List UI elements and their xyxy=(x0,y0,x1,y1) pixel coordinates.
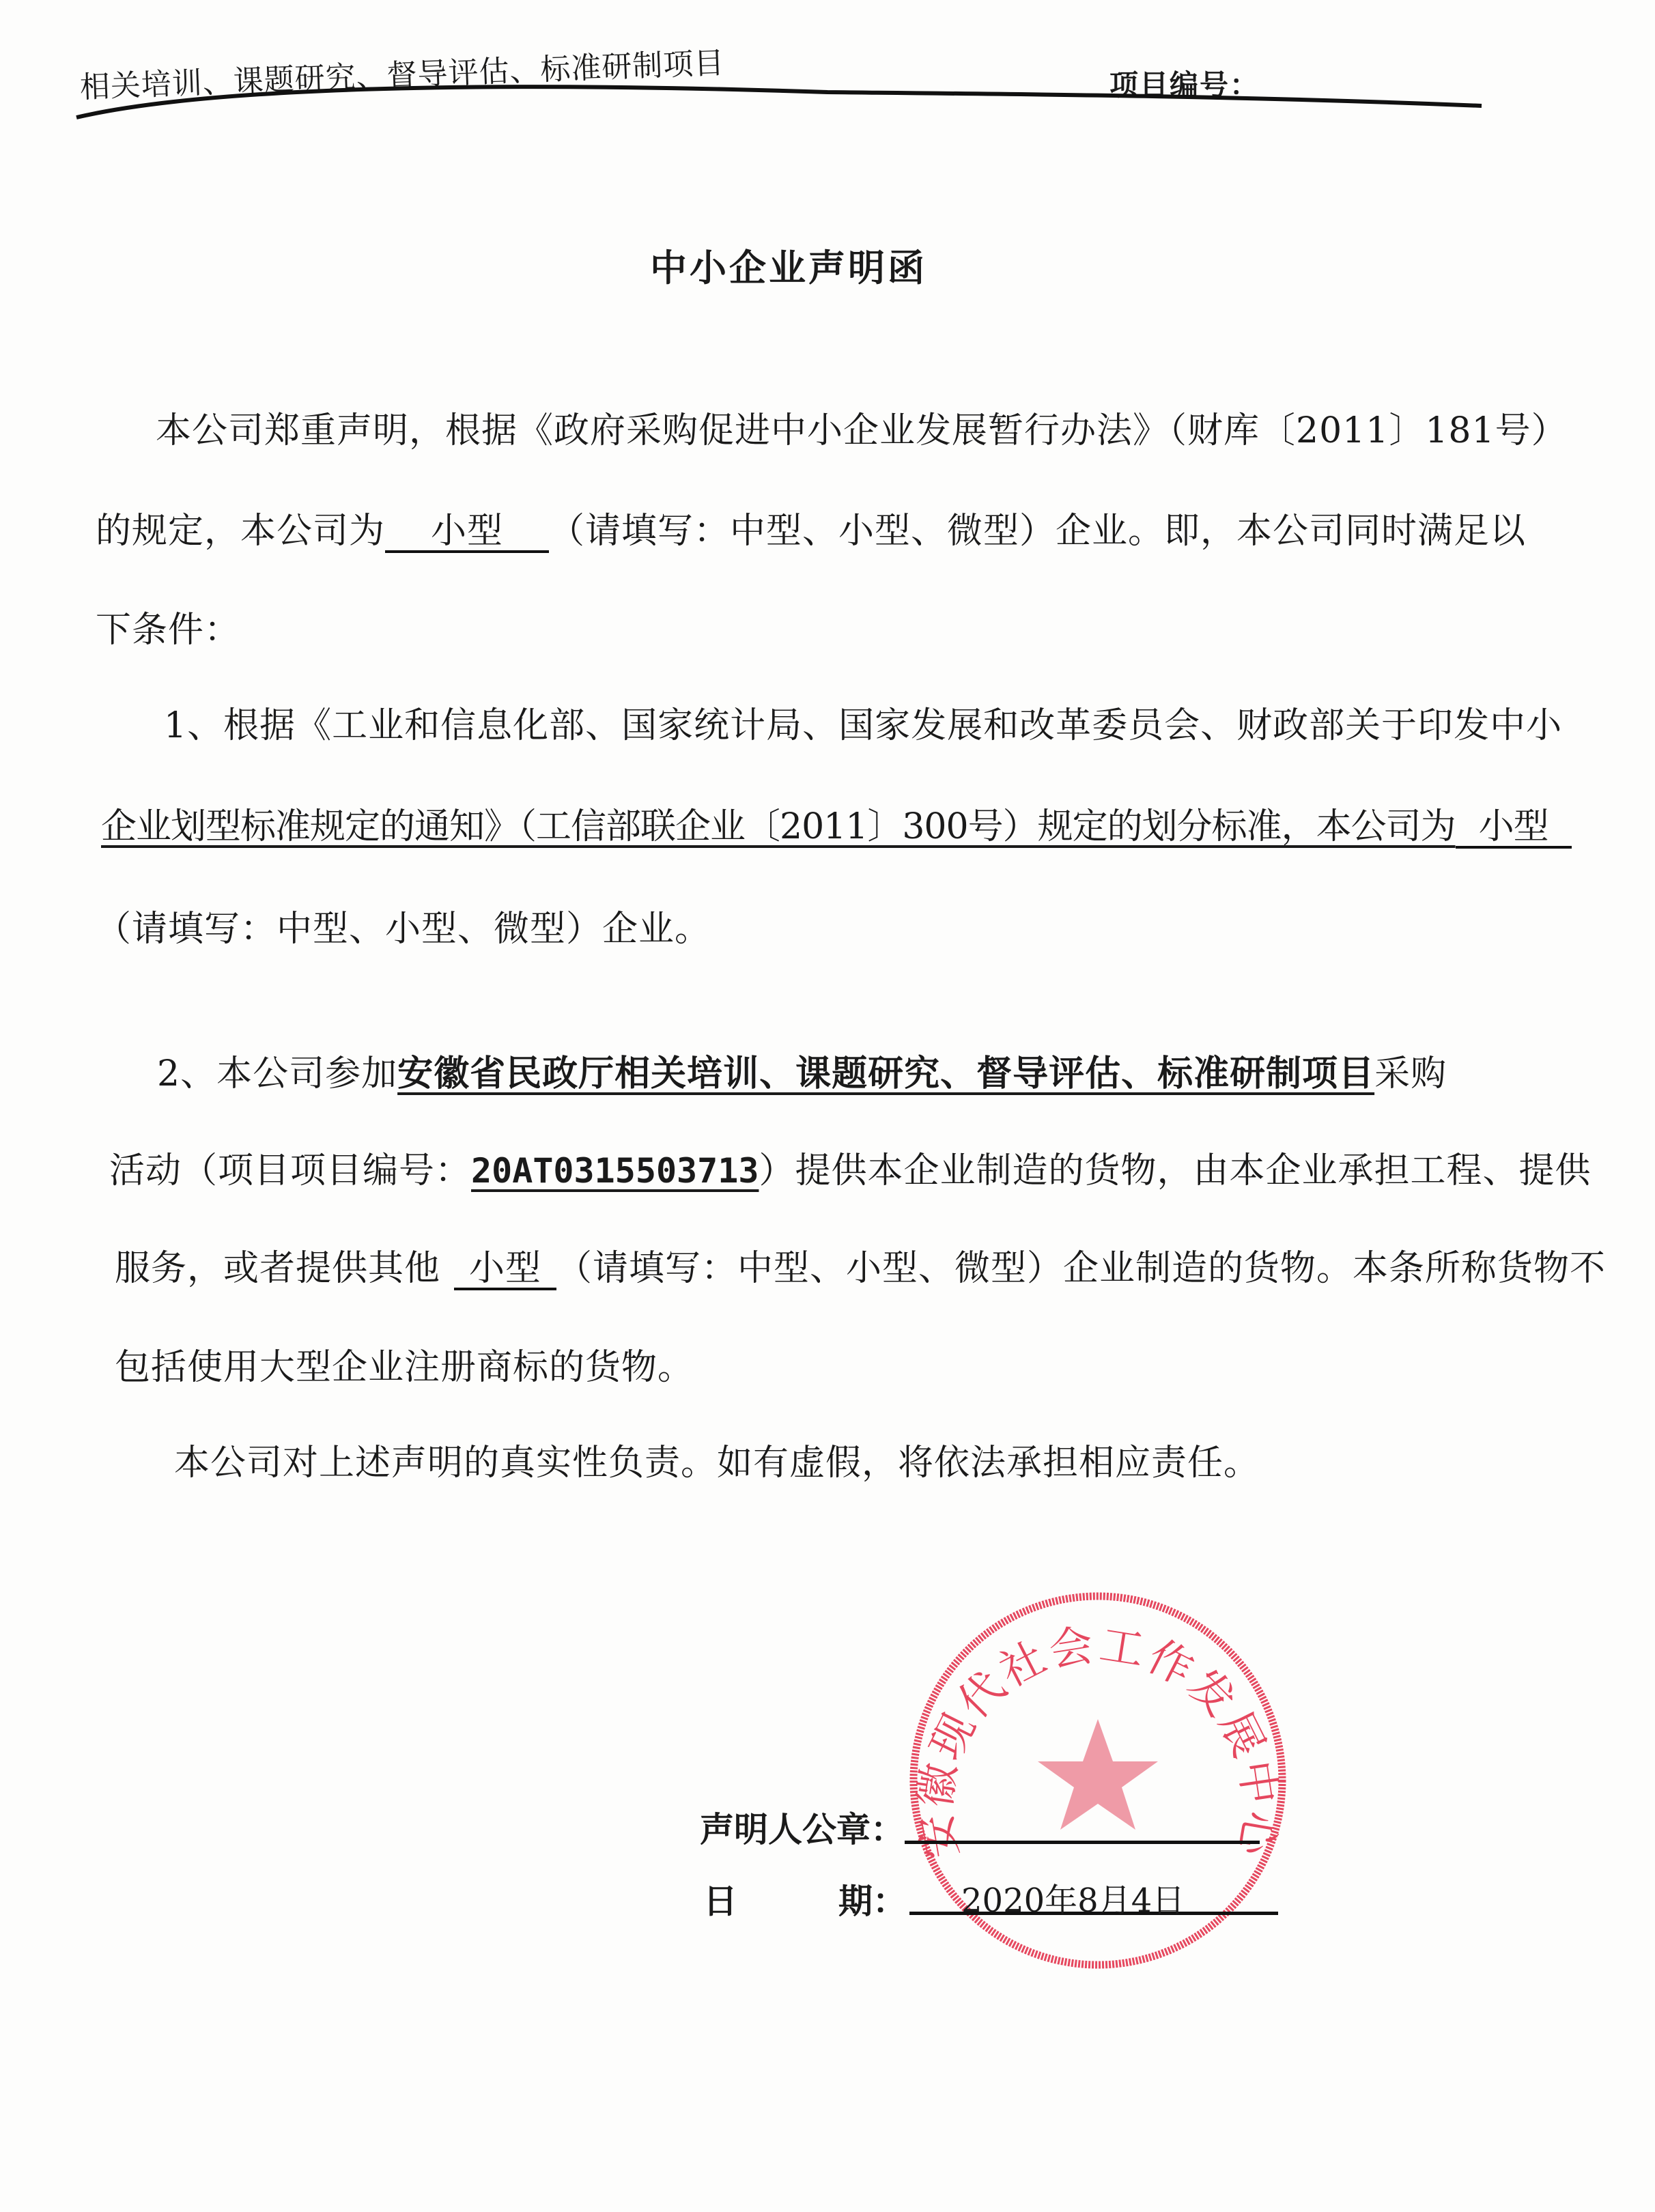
enterprise-size-field-1[interactable]: 小型 xyxy=(385,513,549,553)
item2-text-1a: 2、本公司参加 xyxy=(157,1053,398,1094)
date-value: 2020年8月4日 xyxy=(961,1882,1185,1920)
item2-line-1 xyxy=(157,1045,1447,1096)
item1-line-2 xyxy=(101,797,1572,849)
item2-text-4: 包括使用大型企业注册商标的货物。 xyxy=(115,1347,694,1388)
item2-line-2 xyxy=(109,1142,1591,1193)
item1-text-2: 企业划型标准规定的通知》（工信部联企业〔2011〕300号）规定的划分标准，本公司为 xyxy=(101,806,1456,847)
item2-text-2a: 活动（项目项目编号： xyxy=(109,1150,472,1191)
intro-text-3: 下条件： xyxy=(96,610,241,651)
intro-line-2 xyxy=(96,502,1526,553)
item1-text-3: （请填写：中型、小型、微型）企业。 xyxy=(96,909,711,950)
seal-label: 声明人公章： xyxy=(700,1810,905,1849)
item1-line-1 xyxy=(164,696,1562,748)
project-name: 安徽省民政厅相关培训、课题研究、督导评估、标准研制项目 xyxy=(397,1053,1375,1094)
header-project-number-label: 项目编号： xyxy=(1109,68,1260,102)
header-rule-line xyxy=(76,87,1482,117)
item1-text-1: 1、根据《工业和信息化部、国家统计局、国家发展和改革委员会、财政部关于印发中小 xyxy=(164,705,1563,746)
item2-text-3a: 服务，或者提供其他 xyxy=(115,1248,441,1289)
page-title: 中小企业声明函 xyxy=(650,246,927,289)
intro-line-3 xyxy=(96,601,240,652)
header-rule xyxy=(0,0,1655,164)
item2-line-3 xyxy=(115,1239,1606,1290)
date-label-2: 期： xyxy=(838,1882,907,1921)
intro-text-1: 本公司郑重声明，根据《政府采购促进中小企业发展暂行办法》（财库〔2011〕181号） xyxy=(156,410,1568,451)
item2-text-1b: 采购 xyxy=(1374,1053,1447,1094)
item2-text-3b: （请填写：中型、小型、微型）企业制造的货物。本条所称货物不 xyxy=(556,1248,1607,1289)
intro-text-2b: （请填写：中型、小型、微型）企业。即，本公司同时满足以 xyxy=(549,511,1527,552)
enterprise-size-field-3[interactable]: 小型 xyxy=(454,1250,556,1290)
intro-line-1 xyxy=(156,401,1568,453)
closing-text: 本公司对上述声明的真实性负责。如有虚假，将依法承担相应责任。 xyxy=(174,1443,1260,1484)
closing-line xyxy=(174,1434,1260,1485)
seal-signature-line[interactable] xyxy=(905,1841,1260,1844)
item1-line-3 xyxy=(96,900,711,951)
item2-text-2b: ）提供本企业制造的货物，由本企业承担工程、提供 xyxy=(759,1150,1592,1191)
seal-text: 安徽现代社会工作发展中心 xyxy=(909,1619,1286,1862)
project-code: 20AT0315503713 xyxy=(471,1151,759,1191)
intro-text-2a: 的规定，本公司为 xyxy=(96,511,386,552)
star-icon xyxy=(1038,1719,1158,1830)
header-project-category: 相关培训、课题研究、督导评估、标准研制项目 xyxy=(79,45,726,106)
enterprise-size-field-2[interactable]: 小型 xyxy=(1456,808,1572,849)
date-label-1: 日 xyxy=(703,1882,737,1921)
item2-line-4 xyxy=(115,1338,694,1389)
